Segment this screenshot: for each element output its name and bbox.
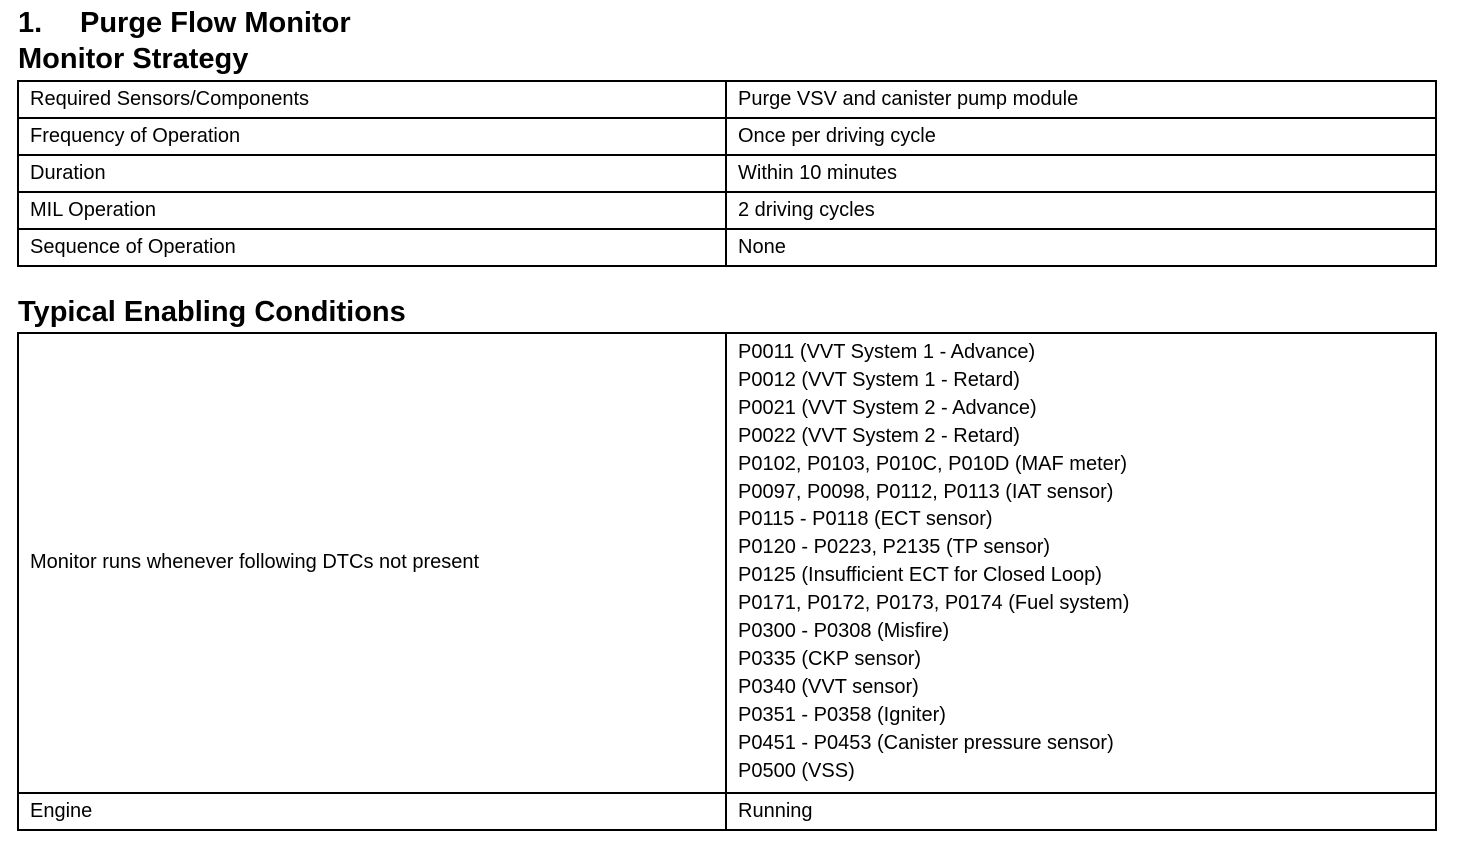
dtc-item: P0340 (VVT sensor) [738, 675, 919, 698]
monitor-title: Purge Flow Monitor [80, 7, 351, 39]
row-label: Monitor runs whenever following DTCs not present [18, 333, 726, 793]
table-row [18, 155, 1436, 192]
row-value: Within 10 minutes [726, 155, 1436, 192]
dtc-item: P0102, P0103, P010C, P010D (MAF meter) [738, 452, 1128, 475]
dtc-item: P0500 (VSS) [738, 759, 855, 782]
dtc-item: P0335 (CKP sensor) [738, 647, 922, 670]
row-value: 2 driving cycles [726, 192, 1436, 229]
dtc-item: P0300 - P0308 (Misfire) [738, 620, 950, 643]
enabling-conditions-table [17, 332, 1437, 831]
dtc-item: P0021 (VVT System 2 - Advance) [738, 396, 1037, 419]
dtc-item: P0115 - P0118 (ECT sensor) [738, 508, 993, 531]
dtc-item: P0097, P0098, P0112, P0113 (IAT sensor) [738, 480, 1114, 503]
row-value: Purge VSV and canister pump module [726, 81, 1436, 118]
section-number: 1. [18, 7, 43, 39]
table-row [18, 793, 1436, 830]
row-value: None [726, 229, 1436, 266]
dtc-list [726, 333, 1436, 793]
dtc-item: P0171, P0172, P0173, P0174 (Fuel system) [738, 592, 1130, 615]
dtc-item: P0451 - P0453 (Canister pressure sensor) [738, 731, 1114, 754]
row-label: Duration [18, 155, 726, 192]
table-row [18, 229, 1436, 266]
dtc-item: P0120 - P0223, P2135 (TP sensor) [738, 536, 1051, 559]
table-row [18, 333, 1436, 793]
monitor-heading [18, 6, 351, 40]
dtc-item: P0011 (VVT System 1 - Advance) [738, 341, 1036, 363]
row-label: Frequency of Operation [18, 118, 726, 155]
row-label: Required Sensors/Components [18, 81, 726, 118]
dtc-item: P0351 - P0358 (Igniter) [738, 703, 946, 726]
dtc-item: P0022 (VVT System 2 - Retard) [738, 424, 1020, 447]
monitor-strategy-table [17, 80, 1437, 267]
dtc-item: P0125 (Insufficient ECT for Closed Loop) [738, 564, 1102, 587]
table-row [18, 192, 1436, 229]
row-label: MIL Operation [18, 192, 726, 229]
row-label: Engine [18, 793, 726, 830]
row-label: Sequence of Operation [18, 229, 726, 266]
enabling-conditions-heading: Typical Enabling Conditions [18, 296, 406, 328]
table-row [18, 81, 1436, 118]
dtc-item: P0012 (VVT System 1 - Retard) [738, 368, 1020, 391]
row-value: Once per driving cycle [726, 118, 1436, 155]
table-row [18, 118, 1436, 155]
row-value: Running [726, 793, 1436, 830]
monitor-strategy-heading: Monitor Strategy [18, 43, 249, 75]
